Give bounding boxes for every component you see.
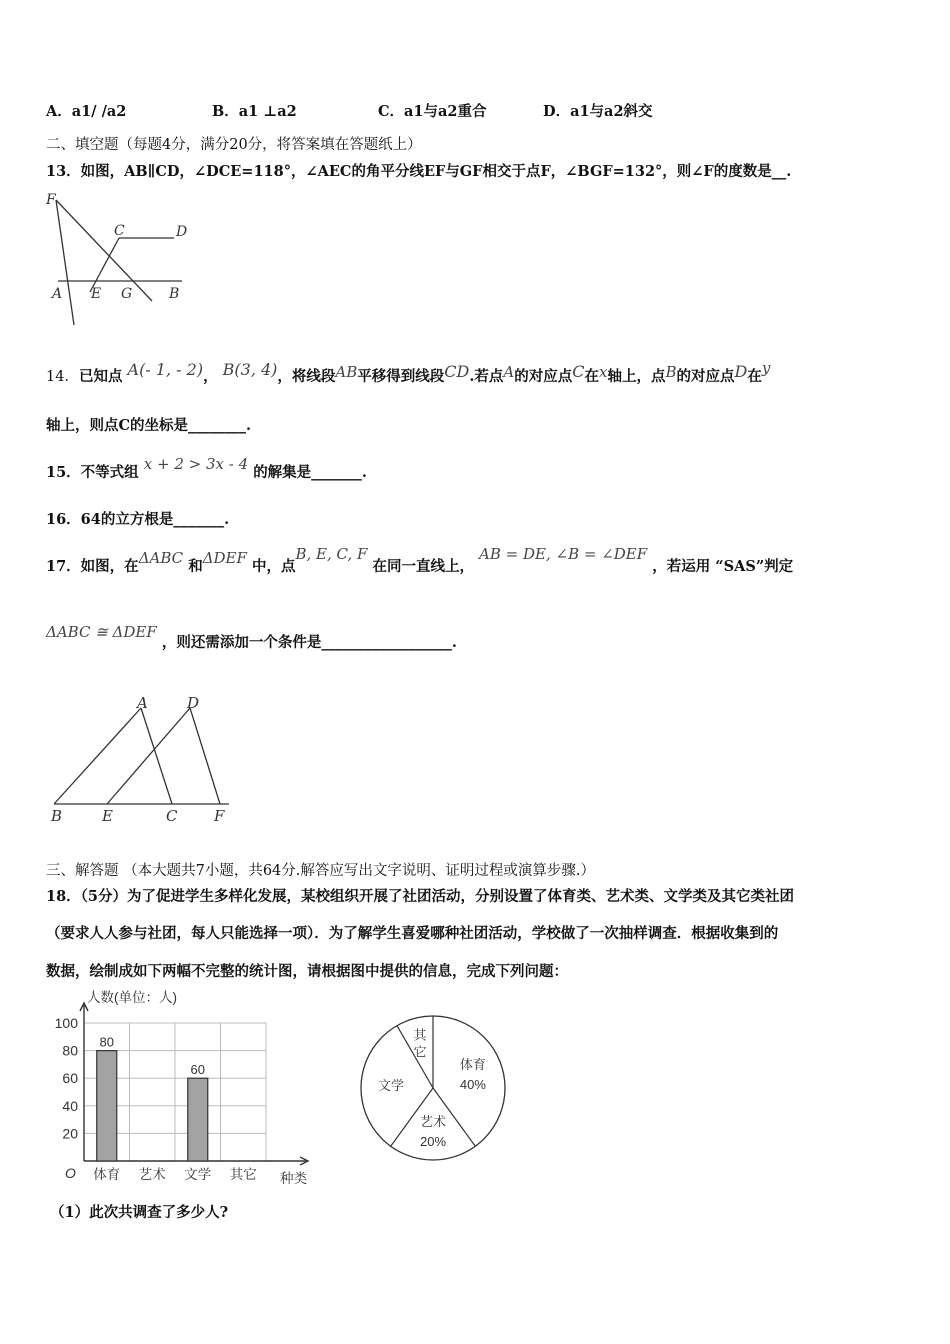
q17-conditions: AB = DE, ∠B = ∠DEF [479,545,648,563]
pie-chart [355,1010,515,1180]
label-c: C [114,223,125,239]
line-ce [90,238,119,292]
label-g: G [121,286,133,302]
label-d: D [187,694,200,712]
line-fe [56,200,74,325]
line-df [190,708,220,804]
bar-chart-title: 人数(单位：人) [87,990,177,1005]
q14-pt-a: A [503,363,515,381]
q14-pt-d: D [734,362,748,381]
q15-inequality: x + 2 > 3x - 4 [143,455,249,473]
q17-t4: 在同一直线上， [372,558,474,575]
bar-chart-categories [93,1166,257,1182]
label-f: F [46,192,56,208]
y-tick-label: 80 [62,1042,78,1059]
q14-t8: 的对应点 [676,368,735,385]
q17-t6: ，则还需添加一个条件是__________________. [161,634,457,651]
q14-line1 [46,359,771,387]
q14-t5: 的对应点 [514,368,573,385]
category-label: 体育 [93,1167,121,1182]
q17-t2: 和 [188,558,203,575]
section2-header: 二、填空题（每题4分，满分20分，将答案填在答题纸上） [46,137,422,153]
label-a: A [52,286,63,302]
pie-percent-yishu: 20% [419,1134,447,1149]
q15-line [46,455,367,483]
label-b: B [169,286,180,302]
q16-line: 16．64的立方根是_______. [46,511,230,528]
label-e: E [102,807,113,825]
q14-number: 14． [46,369,79,385]
q14-t3: 平移得到线段 [357,368,445,385]
bar-chart-yticks [55,1015,79,1141]
q17-tri-abc: ΔABC [138,549,184,567]
q17-line1 [46,545,794,577]
bar-文学 [188,1078,208,1161]
pie-label-qita-char: 它 [413,1044,427,1060]
pie-percent-tiyu: 40% [459,1077,486,1093]
data-label: 80 [99,1034,114,1050]
bar-chart-xlabel: 种类 [280,1171,307,1186]
category-label: 文学 [184,1167,212,1182]
line-fg [56,200,152,301]
option-d[interactable]: D．a1与a2斜交 [543,103,653,120]
y-tick-label: 40 [62,1097,78,1114]
q14-point-b: B(3, 4) [222,360,278,379]
label-f: F [214,807,225,825]
category-label: 艺术 [138,1167,166,1182]
pie-label-qita-char: 其 [413,1027,427,1043]
q14-seg-cd: CD [444,362,470,381]
q14-x: x [599,363,608,381]
q14-point-a: A(- 1, - 2) [127,360,204,379]
q17-figure [44,690,244,830]
q14-line2: 轴上，则点C的坐标是________. [46,417,252,434]
q14-t4: .若点 [469,368,504,385]
option-a[interactable]: A．a1/ /a2 [46,103,127,120]
category-label: 其它 [229,1167,257,1182]
label-d: D [176,224,188,240]
q14-sep: ， [203,368,218,385]
q17-t5: ，若运用 “SAS”判定 [652,558,794,575]
y-tick-label: 60 [62,1070,78,1087]
q14-t1: 已知点 [78,368,123,385]
y-tick-label: 20 [62,1125,78,1142]
pie-label-tiyu: 体育 [459,1057,486,1073]
q17-t1: 17．如图，在 [46,558,139,575]
q14-y: y [761,359,771,377]
q14-t7: 轴上，点 [607,368,666,385]
label-b: B [51,807,63,825]
q14-t6: 在 [584,368,600,385]
option-c[interactable]: C．a1与a2重合 [378,103,487,120]
section3-header: 三、解答题 （本大题共7小题，共64分.解答应写出文字说明、证明过程或演算步骤.） [46,863,596,879]
pie-label-yishu: 艺术 [419,1114,447,1129]
line-ed [107,708,190,804]
label-e: E [91,286,102,302]
q15-t1: 15．不等式组 [46,464,139,481]
label-a: A [137,694,148,712]
q18-line3: 数据，绘制成如下两幅不完整的统计图，请根据图中提供的信息，完成下列问题： [46,963,568,980]
q17-t3: 中，点 [251,558,296,575]
q14-t9: 在 [747,368,762,385]
q17-line2 [46,623,457,653]
q18-line1: 18．（5分）为了促进学生多样化发展，某校组织开展了社团活动，分别设置了体育类、艺术类、文学类及其它类社团 [46,888,795,905]
q13-figure [44,190,204,330]
q17-points: B, E, C, F [295,545,368,563]
data-label: 60 [190,1062,205,1078]
bar-chart-origin: O [65,1165,76,1181]
q18-sub1: （1）此次共调查了多少人? [50,1204,229,1221]
option-b[interactable]: B．a1 ⊥a2 [212,103,297,120]
bar-体育 [97,1051,117,1161]
bar-chart [40,985,330,1190]
pie-label-wenxue: 文学 [378,1077,405,1093]
q17-congruence: ΔABC ≅ ΔDEF [46,623,157,641]
q14-pt-c: C [572,362,585,381]
line-ac [141,708,172,804]
q14-t2: ，将线段 [277,368,336,385]
q14-pt-b: B [665,363,677,381]
q14-seg-ab: AB [335,363,358,381]
q18-line2: （要求人人参与社团，每人只能选择一项）．为了解学生喜爱哪种社团活动，学校做了一次抽样调查．根据收集到的 [46,925,779,942]
q17-tri-def: ΔDEF [202,549,247,567]
q13-text: 13．如图，AB∥CD，∠DCE=118°，∠AEC的角平分线EF与GF相交于点F，∠BGF=132°，则∠F的度数是__. [46,163,792,180]
q15-t2: 的解集是_______. [253,464,367,481]
line-ba [54,708,141,804]
y-tick-label: 100 [54,1015,78,1031]
pie-chart-slices [361,1016,505,1160]
label-c: C [166,807,178,825]
